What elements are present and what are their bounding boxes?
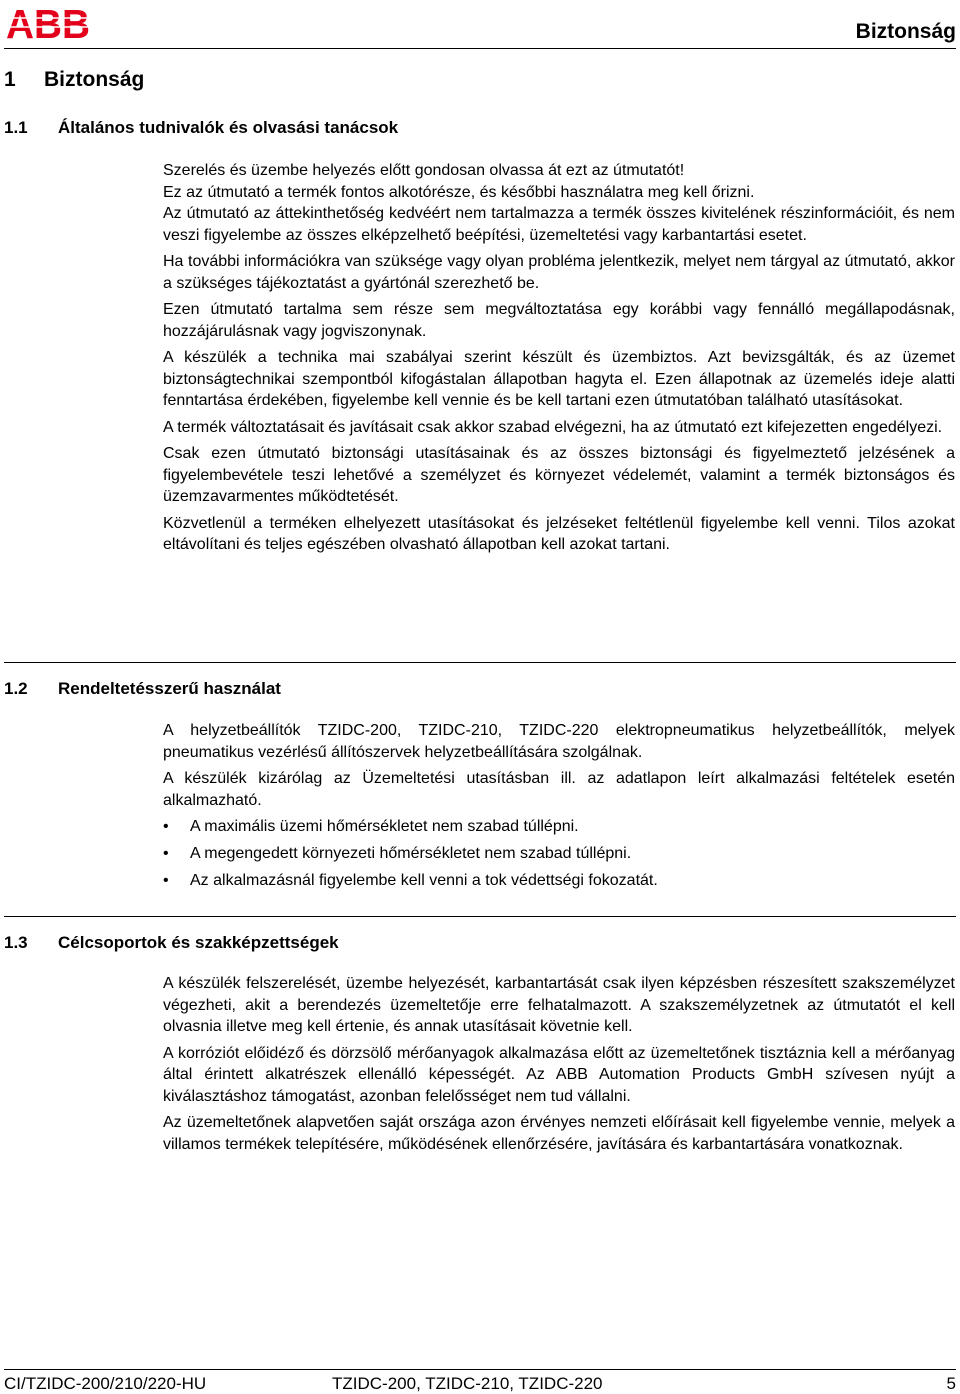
section-heading-1-3: [4, 933, 339, 953]
bullet-list: [163, 816, 955, 892]
section-body-1-1: [163, 160, 955, 561]
chapter-title: Biztonság: [44, 68, 145, 91]
list-item: • Az alkalmazásnál figyelembe kell venni a tok védettségi fokozatát.: [163, 870, 955, 892]
paragraph: A készülék a technika mai szabályai szerint készült és üzembiztos. Azt bevizsgálták, és az üzemet biztonságtechnikai szempontból kifogástalan állapotban hagyta el. Ezen állapotnak az üzemelés ideje alatti fenntartása érdekében, figyelembe kell vennie és be kell tartani ezen útmutatóban található utasításokat.: [163, 349, 955, 409]
section-title: Általános tudnivalók és olvasási tanácsok: [58, 118, 399, 137]
paragraph: Csak ezen útmutató biztonsági utasításainak és az összes biztonsági és figyelmeztető jelzésének a figyelembevétele teszi lehetővé a személyzet és környezet védelemét, valamint a termék biztonságos és üzemzavarmentes működtetését.: [163, 445, 955, 505]
paragraph: Az útmutató az áttekinthetőség kedvéért nem tartalmazza a termék összes kivitelének részinformációit, és nem veszi figyelembe az összes elképzelhető beépítési, üzemeltetési vagy karbantartási esetet.: [163, 205, 955, 244]
page-number: 5: [946, 1374, 956, 1393]
paragraph: A helyzetbeállítók TZIDC-200, TZIDC-210, TZIDC-220 elektropneumatikus helyzetbeállítók, melyek pneumatikus vezérlésű állítószervek helyzetbeállítására szolgálnak.: [163, 722, 955, 761]
list-item: • A maximális üzemi hőmérsékletet nem szabad túllépni.: [163, 816, 955, 838]
section-number: 1.2: [4, 679, 28, 698]
paragraph: A termék változtatásait és javításait csak akkor szabad elvégezni, ha az útmutató ezt kifejezetten engedélyezi.: [163, 418, 943, 436]
section-divider: [4, 662, 956, 663]
section-title: Rendeltetésszerű használat: [58, 679, 281, 698]
logo-text: ABB: [6, 6, 90, 40]
paragraph: Szerelés és üzembe helyezés előtt gondosan olvassa át ezt az útmutatót!: [163, 162, 685, 179]
header-title: Biztonság: [855, 20, 956, 43]
paragraph: A készülék felszerelését, üzembe helyezését, karbantartását csak ilyen képzésben részesített szakszemélyzet végezheti, akit a berendezés üzemeltetője erre felhatalmazott. A szakszemélyzetnek az útmutatót el kell olvasnia illetve meg kell értenie, és annak utasításait követnie kell.: [163, 975, 955, 1035]
list-item: • A megengedett környezeti hőmérsékletet nem szabad túllépni.: [163, 843, 955, 865]
section-heading-1-1: [4, 118, 398, 138]
header-divider: [4, 48, 956, 49]
paragraph: Ha további információkra van szüksége vagy olyan probléma jelentkezik, melyet nem tárgyal az útmutató, akkor a szükséges tájékoztatást a gyártónál szerezhető be.: [163, 253, 955, 292]
section-divider: [4, 916, 956, 917]
paragraph: Közvetlenül a terméken elhelyezett utasításokat és jelzéseket feltétlenül figyelembe kell venni. Tilos azokat eltávolítani és teljes egészében olvasható állapotban kell azokat tartani.: [163, 514, 955, 553]
paragraph: Az üzemeltetőnek alapvetően saját országa azon érvényes nemzeti előírásait kell figyelembe vennie, melyek a villamos termékek telepítésére, működésének ellenőrzésére, javítására és karbantartására vonatkoznak.: [163, 1114, 955, 1153]
abb-logo: [6, 6, 90, 40]
footer-product: TZIDC-200, TZIDC-210, TZIDC-220: [332, 1374, 603, 1393]
chapter-heading: [4, 68, 144, 92]
chapter-number: 1: [4, 68, 16, 91]
paragraph: Ez az útmutató a termék fontos alkotórésze, és későbbi használatra meg kell őrizni.: [163, 183, 755, 201]
paragraph: Ezen útmutató tartalma sem része sem megváltoztatása egy korábbi vagy fennálló megállapodásnak, hozzájárulásnak vagy jogviszonynak.: [163, 301, 955, 340]
paragraph: A készülék kizárólag az Üzemeltetési utasításban ill. az adatlapon leírt alkalmazási feltételek esetén alkalmazható.: [163, 770, 955, 809]
section-body-1-2: [163, 720, 955, 897]
footer-doc-id: CI/TZIDC-200/210/220-HU: [4, 1374, 207, 1393]
section-title: Célcsoportok és szakképzettségek: [58, 933, 339, 952]
section-heading-1-2: [4, 679, 281, 699]
paragraph: A korróziót előidéző és dörzsölő mérőanyagok alkalmazása előtt az üzemeltetőnek tisztáznia kell a mérőanyag által érintett alkatrészek ellenálló képességét. Az ABB Automation Products GmbH szívesen nyújt a kiválasztáshoz támogatást, azonban felelősséget nem tud vállalni.: [163, 1044, 955, 1105]
section-number: 1.1: [4, 118, 28, 137]
section-body-1-3: [163, 973, 955, 1160]
section-number: 1.3: [4, 933, 28, 952]
footer-divider: [4, 1369, 956, 1370]
